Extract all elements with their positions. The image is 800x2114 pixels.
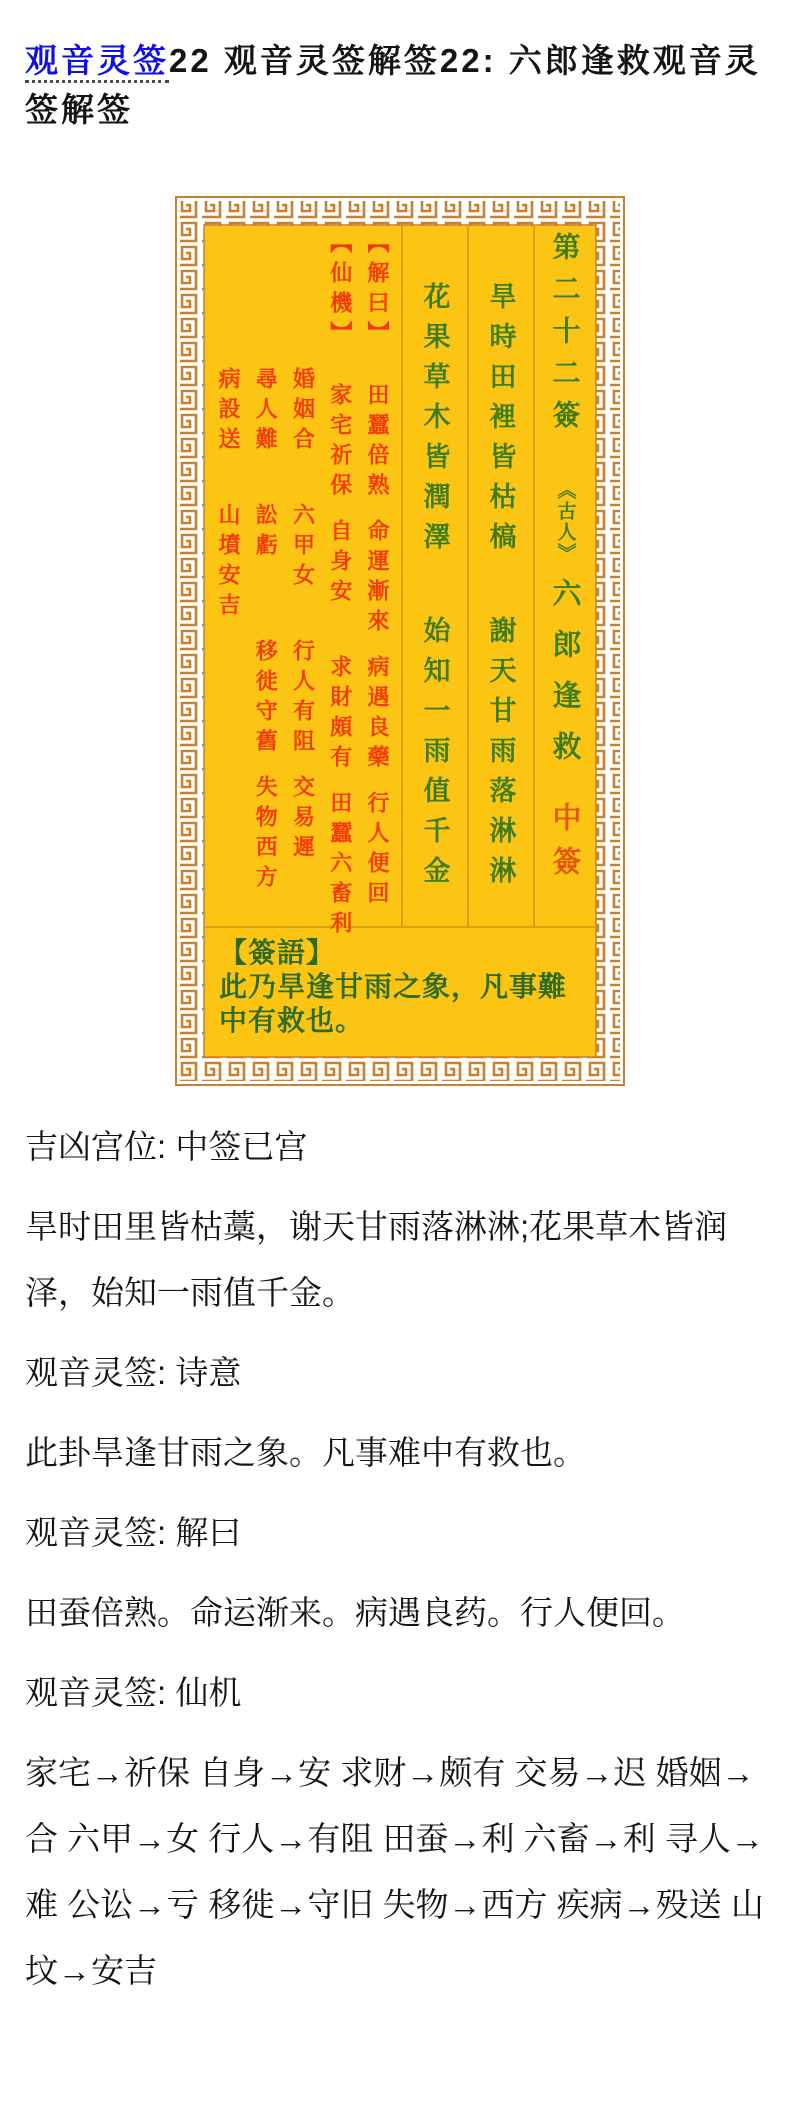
poem-line-1: 旱時田裡皆枯槁 (485, 282, 516, 562)
qianyu-text: 此乃旱逢甘雨之象，凡事難中有救也。 (219, 971, 568, 1036)
paragraph-shiyi: 此卦旱逢甘雨之象。凡事难中有救也。 (25, 1434, 586, 1471)
guanyin-lingqian-link[interactable]: 观音灵签 (25, 42, 169, 83)
poem-line-3: 花果草木皆潤澤 (419, 282, 450, 562)
qianyu-section (205, 926, 595, 1056)
xianji-column-4: 病設送山墳安吉 (216, 367, 241, 623)
paragraph-gongwei: 吉凶宫位: 中签已宫 (25, 1128, 308, 1165)
heading-shiyi: 观音灵签: 诗意 (25, 1354, 242, 1391)
xianji-header: 【仙機】 (327, 231, 353, 351)
sign-category: 《古人》 (554, 480, 576, 564)
sign-story: 六郎逢救 (548, 578, 581, 782)
interpretation-section (205, 226, 401, 941)
xianji-column-1: 【仙機】家宅祈保自身安求財頗有田蠶六畜利 (327, 231, 353, 941)
poem-line-4: 始知一雨值千金 (419, 616, 450, 896)
article-body (25, 1114, 775, 2004)
xianji-column-3: 尋人難訟虧移徙守舊失物西方 (253, 367, 279, 895)
paragraph-poem: 旱时田里皆枯藁，谢天甘雨落淋淋;花果草木皆润泽，始知一雨值千金。 (25, 1208, 728, 1311)
poem-line-2: 謝天甘雨落淋淋 (485, 616, 516, 896)
paragraph-xianji: 家宅→祈保 自身→安 求财→颇有 交易→迟 婚姻→合 六甲→女 行人→有阻 田蚕→利 六畜→利 寻人→难 公讼→亏 移徙→守旧 失物→西方 疾病→殁送 山坟→安吉 (25, 1754, 764, 1989)
jieyue-header: 【解曰】 (365, 231, 390, 351)
heading-jieyue: 观音灵签: 解曰 (25, 1514, 242, 1551)
poem-column-2 (401, 226, 467, 926)
paragraph-jieyue: 田蚕倍熟。命运渐来。病遇良药。行人便回。 (25, 1594, 685, 1631)
sign-number: 第二十二簽 (549, 232, 581, 442)
page-title-rest: 22 观音灵签解签22: 六郎逢救观音灵签解签 (25, 42, 761, 128)
xianji-column-2: 婚姻合六甲女行人有阻交易遲 (290, 367, 316, 865)
card-main-columns (205, 226, 595, 941)
card-title-column (533, 226, 595, 926)
heading-xianji: 观音灵签: 仙机 (25, 1674, 242, 1711)
poem-column-1 (467, 226, 533, 926)
page-title (25, 36, 775, 134)
jieyue-column: 【解曰】田蠶倍熟命運漸來病遇良藥行人便回 (365, 231, 390, 911)
fortune-card (175, 196, 625, 1086)
card-content (205, 226, 595, 1056)
sign-grade: 中簽 (548, 802, 581, 890)
qianyu-header: 【簽語】 (219, 937, 336, 968)
